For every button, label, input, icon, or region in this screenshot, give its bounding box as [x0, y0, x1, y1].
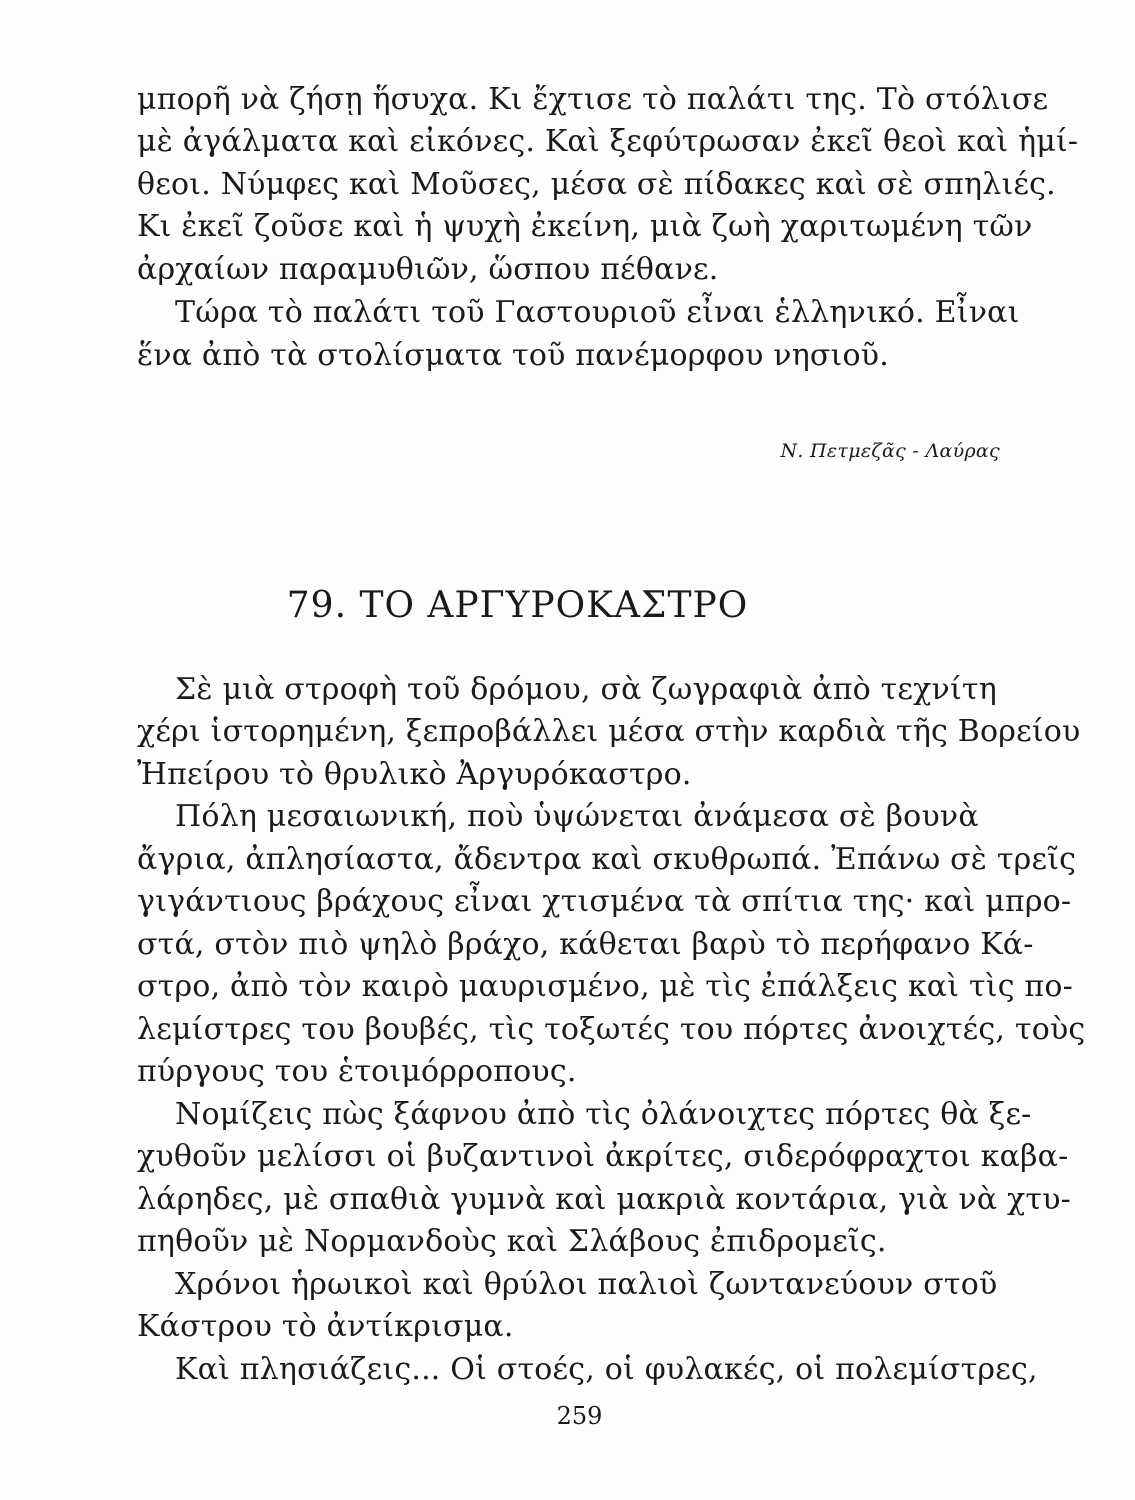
text-line: ἀρχαίων παραμυθιῶν, ὥσπου πέθανε.: [137, 252, 719, 287]
text-line: γιγάντιους βράχους εἶναι χτισμένα τὰ σπίτια της· καὶ μπρο-: [137, 884, 1072, 919]
text-line: χέρι ἱστορημένη, ξεπροβάλλει μέσα στὴν καρδιὰ τῆς Βορείου: [137, 714, 1081, 749]
text-line: Χρόνοι ἡρωικοὶ καὶ θρύλοι παλιοὶ ζωντανεύουν στοῦ: [175, 1267, 998, 1302]
text-line: Νομίζεις πὼς ξάφνου ἀπὸ τὶς ὀλάνοιχτες πόρτες θὰ ξε-: [175, 1097, 1032, 1132]
text-line: Σὲ μιὰ στροφὴ τοῦ δρόμου, σὰ ζωγραφιὰ ἀπὸ τεχνίτη: [175, 672, 997, 707]
text-line: πηθοῦν μὲ Νορμανδοὺς καὶ Σλάβους ἐπιδρομεῖς.: [137, 1224, 887, 1259]
text-line: λεμίστρες του βουβές, τὶς τοξωτές του πόρτες ἀνοιχτές, τοὺς: [137, 1012, 1086, 1047]
text-line: Πόλη μεσαιωνική, ποὺ ὑψώνεται ἀνάμεσα σὲ βουνὰ: [175, 799, 979, 834]
chapter-title: 79. ΤΟ ΑΡΓΥΡΟΚΑΣΤΡΟ: [286, 585, 749, 626]
text-line: στά, στὸν πιὸ ψηλὸ βράχο, κάθεται βαρὺ τὸ περήφανο Κά-: [137, 927, 1034, 962]
text-line: ἄγρια, ἀπλησίαστα, ἄδεντρα καὶ σκυθρωπά. Ἐπάνω σὲ τρεῖς: [137, 842, 1077, 877]
text-line: ἕνα ἀπὸ τὰ στολίσματα τοῦ πανέμορφου νησιοῦ.: [137, 338, 889, 373]
text-line: πύργους του ἑτοιμόρροπους.: [137, 1054, 577, 1089]
text-line: στρο, ἀπὸ τὸν καιρὸ μαυρισμένο, μὲ τὶς ἐπάλξεις καὶ τὶς πο-: [137, 969, 1073, 1004]
text-line: Ἠπείρου τὸ θρυλικὸ Ἀργυρόκαστρο.: [137, 757, 692, 792]
text-line: Τώρα τὸ παλάτι τοῦ Γαστουριοῦ εἶναι ἑλληνικό. Εἶναι: [175, 295, 1020, 330]
text-line: μπορῆ νὰ ζήσῃ ἥσυχα. Κι ἔχτισε τὸ παλάτι της. Τὸ στόλισε: [137, 82, 1049, 117]
author-signature: Ν. Πετμεζᾶς - Λαύρας: [780, 440, 1000, 462]
text-line: μὲ ἀγάλματα καὶ εἰκόνες. Καὶ ξεφύτρωσαν ἐκεῖ θεοὶ καὶ ἡμί-: [137, 124, 1079, 159]
page-number: 259: [556, 1402, 603, 1430]
text-line: θεοι. Νύμφες καὶ Μοῦσες, μέσα σὲ πίδακες καὶ σὲ σπηλιές.: [137, 167, 1056, 202]
text-line: χυθοῦν μελίσσι οἱ βυζαντινοὶ ἀκρίτες, σιδερόφραχτοι καβα-: [137, 1139, 1069, 1174]
text-line: Κάστρου τὸ ἀντίκρισμα.: [137, 1309, 514, 1344]
text-line: Κι ἐκεῖ ζοῦσε καὶ ἡ ψυχὴ ἐκείνη, μιὰ ζωὴ χαριτωμένη τῶν: [137, 209, 1033, 244]
text-line: λάρηδες, μὲ σπαθιὰ γυμνὰ καὶ μακριὰ κοντάρια, γιὰ νὰ χτυ-: [137, 1182, 1071, 1217]
text-line: Καὶ πλησιάζεις... Οἱ στοές, οἱ φυλακές, οἱ πολεμίστρες,: [175, 1352, 1038, 1387]
